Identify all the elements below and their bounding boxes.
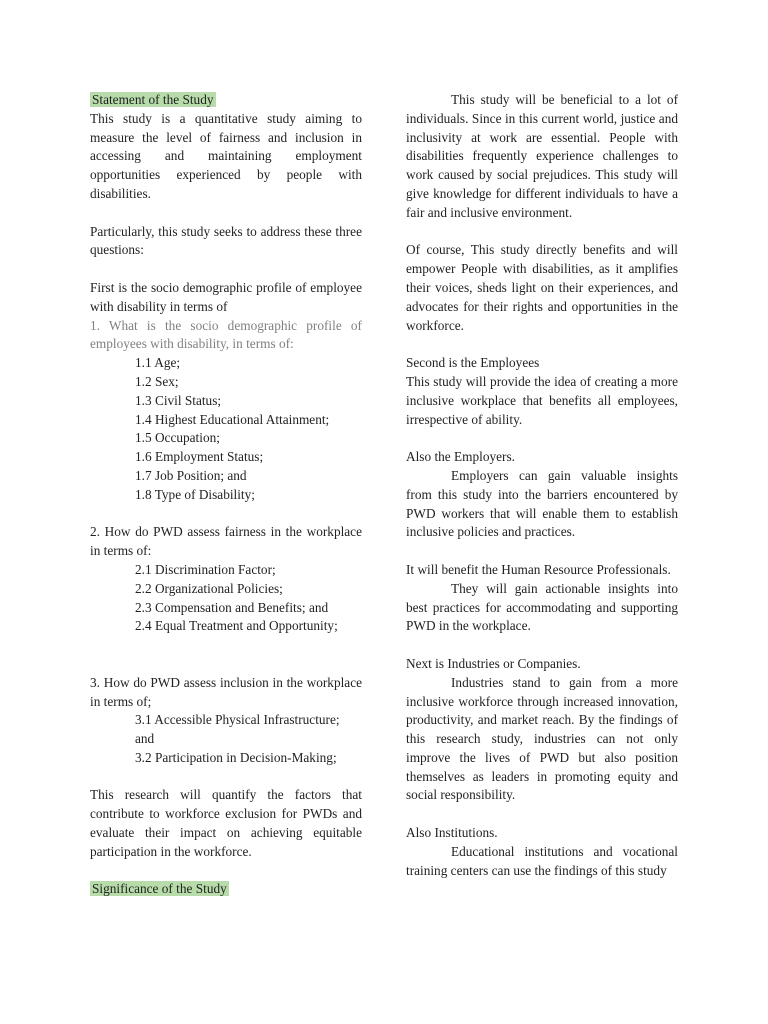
q2-item: 2.2 Organizational Policies; [135,580,283,596]
q1-item: 1.3 Civil Status; [135,392,222,408]
q2-item: 2.4 Equal Treatment and Opportunity; [135,618,338,634]
q1-item: 1.1 Age; [135,355,181,371]
question-2: 2. How do PWD assess fairness in the workplace in terms of: [90,524,362,559]
q1-item: 1.5 Occupation; [135,430,220,446]
question-1: 1. What is the socio demographic profile of employees with disability, in terms of: [90,317,362,352]
q3-item: 3.2 Participation in Decision-Making; [135,749,337,765]
q1-item: 1.2 Sex; [135,373,179,389]
left-column [90,91,362,899]
institutions-heading: Also Institutions. [406,825,498,841]
institutions-paragraph: Educational institutions and vocational training centers can use the findings of this study [406,843,678,878]
q2-item: 2.1 Discrimination Factor; [135,561,276,577]
q1-item: 1.7 Job Position; and [135,467,247,483]
employers-paragraph: Employers can gain valuable insights from this study into the barriers encountered by PWD workers that will enable them to establish inclusive policies and practices. [406,467,678,540]
statement-heading: Statement of the Study [92,92,214,107]
q3-item: and [135,731,155,747]
q1-item: 1.4 Highest Educational Attainment; [135,411,330,427]
q1-item: 1.6 Employment Status; [135,449,264,465]
q2-item: 2.3 Compensation and Benefits; and [135,599,329,615]
hr-paragraph: They will gain actionable insights into best practices for accommodating and supporting PWD in the workplace. [406,580,678,634]
right-column [406,91,678,880]
q3-item: 3.1 Accessible Physical Infrastructure; [135,712,340,728]
employers-heading: Also the Employers. [406,449,515,465]
ofcourse-paragraph: Of course, This study directly benefits and will empower People with disabilities, as it amplifies their voices, sheds light on their experiences, and advocates for their rights and opportunities in the workforce. [406,242,678,333]
industries-heading: Next is Industries or Companies. [406,655,581,671]
significance-heading: Significance of the Study [92,881,227,897]
hr-heading: It will benefit the Human Resource Professionals. [406,561,671,577]
question-3: 3. How do PWD assess inclusion in the workplace in terms of; [90,674,362,709]
quantify-paragraph: This research will quantify the factors that contribute to workforce exclusion for PWDs and evaluate their impact on achieving equitable participation in the workforce. [90,787,362,859]
beneficial-paragraph: This study will be beneficial to a lot of individuals. Since in this current world, justice and inclusivity at work are essential. People with disabilities frequently experience challenges to work caused by social prejudices. This study will give knowledge for different individuals to have a fair and inclusive environment. [406,92,678,220]
q1-item: 1.8 Type of Disability; [135,486,255,502]
employees-paragraph: This study will provide the idea of creating a more inclusive workplace that benefits all employees, irrespective of ability. [406,373,678,427]
employees-heading: Second is the Employees [406,355,540,371]
particularly-paragraph: Particularly, this study seeks to address these three questions: [90,223,362,258]
first-paragraph: First is the socio demographic profile of employee with disability in terms of [90,279,362,314]
intro-paragraph: This study is a quantitative study aiming to measure the level of fairness and inclusion in accessing and maintaining employment opportunities experienced by people with disabilities. [90,110,362,201]
industries-paragraph: Industries stand to gain from a more inclusive workforce through increased innovation, productivity, and market reach. By the findings of this research study, industries can not only improve the lives of PWD but also position themselves as leaders in promoting equity and social responsibility. [406,674,678,803]
